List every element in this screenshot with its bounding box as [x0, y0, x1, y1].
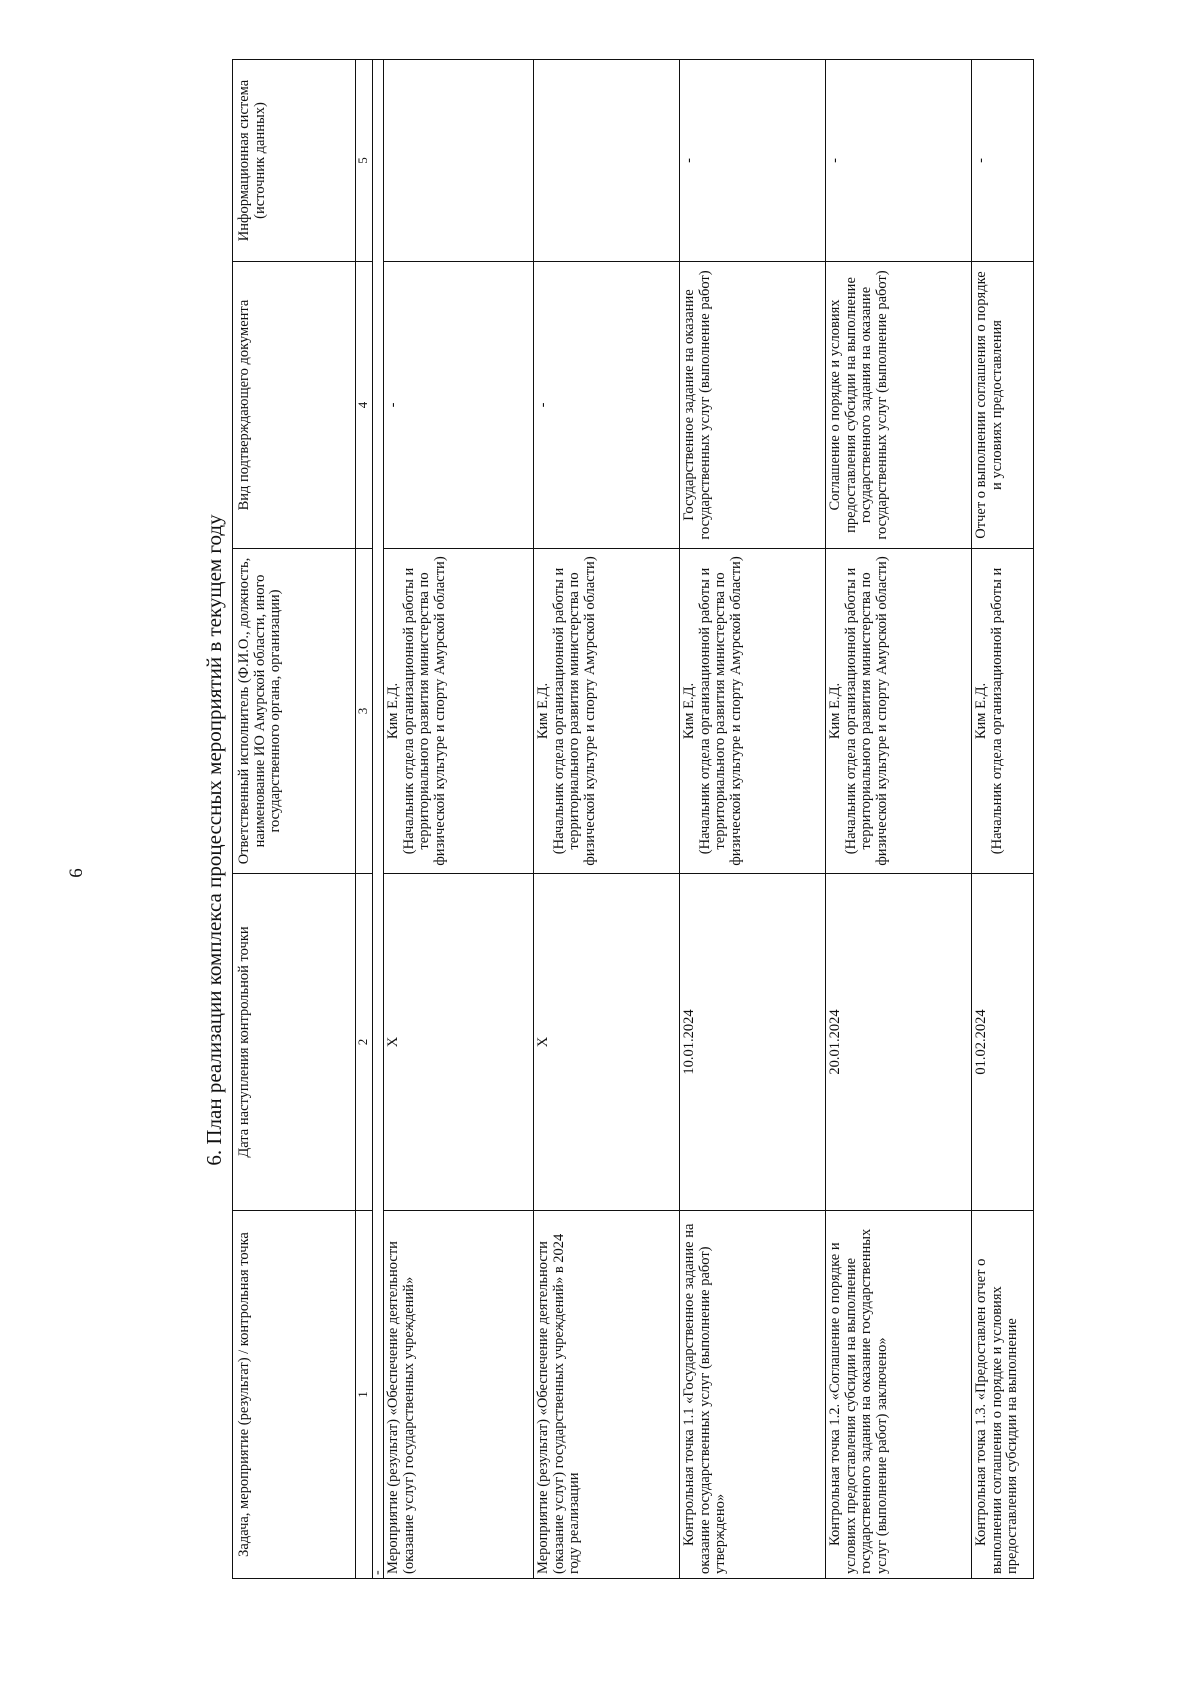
row-name: Контрольная точка 1.1 «Государственное задание на оказание государственных услуг (выполнение работ) утверждено» — [680, 1211, 826, 1579]
column-number: 5 — [356, 60, 373, 262]
row-document: Государственное задание на оказание государственных услуг (выполнение работ) — [680, 262, 826, 549]
row-executor — [972, 549, 1034, 874]
executor-position: (Начальник отдела организационной работы и — [988, 567, 1005, 855]
row-executor — [384, 549, 534, 874]
header-date: Дата наступления контрольной точки — [233, 874, 356, 1211]
row-name: Контрольная точка 1.2. «Соглашение о порядке и условиях предоставления субсидии на выполнение государственного задания на оказание государственных услуг (выполнение работ) заключено» — [826, 1211, 972, 1579]
table-row — [972, 60, 1034, 1579]
row-name: Мероприятие (результат) «Обеспечение деятельности (оказание услуг) государственных учреждений» — [384, 1211, 534, 1579]
header-executor: Ответственный исполнитель (Ф.И.О., должность, наименование ИО Амурской области, иного государственного органа, организации) — [233, 549, 356, 874]
row-system — [384, 60, 534, 262]
executor-name: Ким Е.Д. — [681, 682, 697, 740]
row-executor — [826, 549, 972, 874]
row-system: - — [826, 60, 972, 262]
executor-name: Ким Е.Д. — [535, 682, 551, 740]
column-number: 2 — [356, 874, 373, 1211]
row-date: 10.01.2024 — [680, 874, 826, 1211]
table-row — [384, 60, 534, 1579]
row-date: X — [534, 874, 680, 1211]
row-date: 01.02.2024 — [972, 874, 1034, 1211]
row-document: - — [384, 262, 534, 549]
header-system: Информационная система (источник данных) — [233, 60, 356, 262]
process-plan-table — [232, 59, 1034, 1579]
page-number: 6 — [65, 868, 87, 878]
executor-name: Ким Е.Д. — [827, 682, 843, 740]
row-document: - — [534, 262, 680, 549]
header-task: Задача, мероприятие (результат) / контрольная точка — [233, 1211, 356, 1579]
table-row — [534, 60, 680, 1579]
column-numbers-row — [356, 60, 373, 1579]
row-name: Мероприятие (результат) «Обеспечение деятельности (оказание услуг) государственных учреждений» в 2024 году реализации — [534, 1211, 680, 1579]
row-date: X — [384, 874, 534, 1211]
column-number: 1 — [356, 1211, 373, 1579]
column-number: 3 — [356, 549, 373, 874]
row-system: - — [680, 60, 826, 262]
row-executor — [534, 549, 680, 874]
row-system — [534, 60, 680, 262]
table-header-row — [233, 60, 356, 1579]
row-name: Контрольная точка 1.3. «Предоставлен отчет о выполнении соглашения о порядке и условиях предоставления субсидии на выполнение — [972, 1211, 1034, 1579]
table-row — [680, 60, 826, 1579]
row-document: Отчет о выполнении соглашения о порядке и условиях предоставления — [972, 262, 1034, 549]
executor-position: (Начальник отдела организационной работы и территориального развития министерства по физической культуре и спорту Амурской области) — [696, 556, 744, 866]
row-date: 20.01.2024 — [826, 874, 972, 1211]
column-number: 4 — [356, 262, 373, 549]
rotated-page-content — [195, 40, 1195, 1640]
executor-position: (Начальник отдела организационной работы и территориального развития министерства по физической культуре и спорту Амурской области) — [550, 556, 598, 866]
executor-name: Ким Е.Д. — [385, 682, 401, 740]
table-row — [826, 60, 972, 1579]
row-system: - — [972, 60, 1034, 262]
header-document: Вид подтверждающего документа — [233, 262, 356, 549]
task-row — [373, 60, 384, 1579]
executor-name: Ким Е.Д. — [973, 682, 989, 740]
executor-position: (Начальник отдела организационной работы и территориального развития министерства по физической культуре и спорту Амурской области) — [842, 556, 890, 866]
document-title: 6. План реализации комплекса процессных мероприятий в текущем году — [202, 514, 226, 1166]
row-executor — [680, 549, 826, 874]
executor-position: (Начальник отдела организационной работы и территориального развития министерства по физической культуре и спорту Амурской области) — [400, 556, 448, 866]
row-document: Соглашение о порядке и условиях предоставления субсидии на выполнение государственного задания на оказание государственных услуг (выполнение работ) — [826, 262, 972, 549]
task-cell: - — [373, 60, 384, 1579]
